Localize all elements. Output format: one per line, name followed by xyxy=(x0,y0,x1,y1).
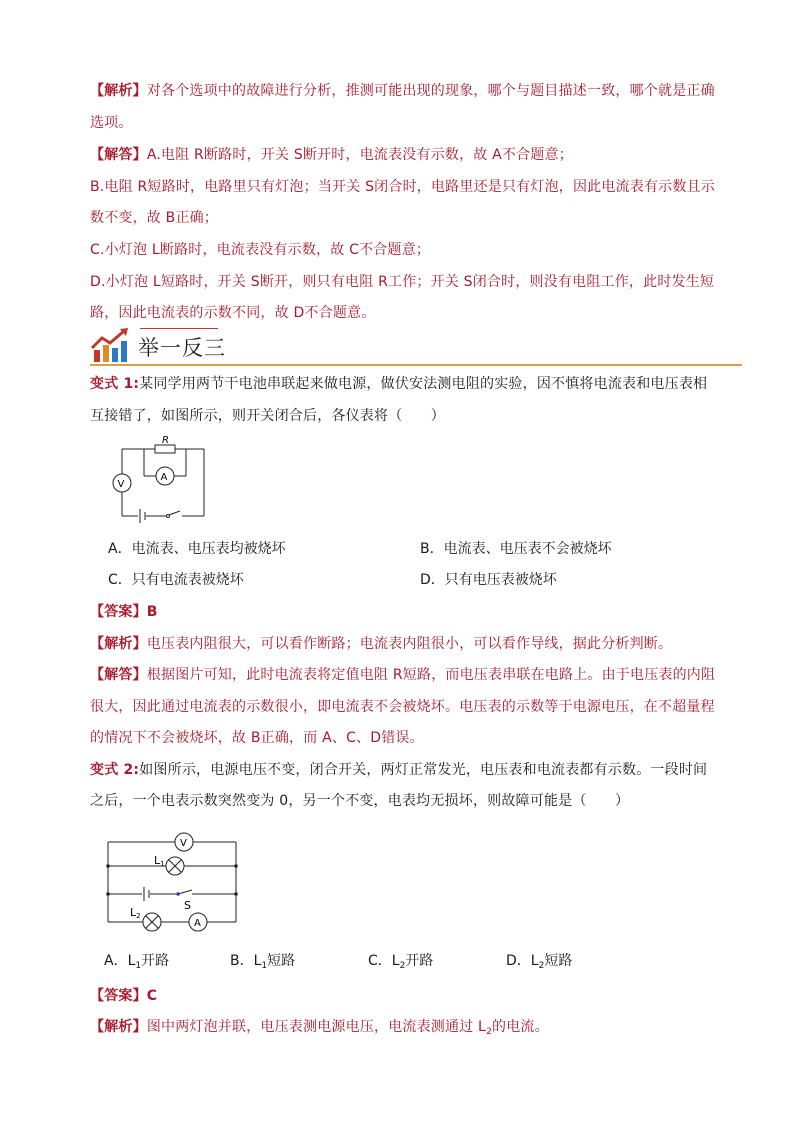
q1-voltmeter-label: V xyxy=(117,479,125,490)
solution-option-c: C.小灯泡 L断路时，电流表没有示数，故 C不合题意； xyxy=(90,242,431,258)
analysis-line-1: 【解析】对各个选项中的故障进行分析，推测可能出现的现象，哪个与题目描述一致，哪个就是正确 xyxy=(90,83,715,99)
q1-option-a: A．电流表、电压表均被烧坏 xyxy=(108,541,286,557)
solution-option-d-line-2: 路，因此电流表的示数不同，故 D不合题意。 xyxy=(90,305,376,321)
solution-option-a: 【解答】A.电阻 R断路时，开关 S断开时，电流表没有示数，故 A不合题意； xyxy=(90,147,573,163)
q1-answer: 【答案】B xyxy=(90,604,158,620)
q2-analysis: 【解析】图中两灯泡并联，电压表测电源电压，电流表测通过 $L_2$的电流。 xyxy=(90,1019,549,1037)
growth-chart-icon xyxy=(90,328,134,364)
q1-analysis: 【解析】电压表内阻很大，可以看作断路；电流表内阻很小，可以看作导线，据此分析判断。 xyxy=(90,636,673,652)
q2-option-c: C．$L_2$开路 xyxy=(368,953,434,971)
q1-stem-line-2: 互接错了，如图所示，则开关闭合后，各仪表将（ ） xyxy=(90,408,445,424)
q2-ammeter-label: A xyxy=(194,918,201,929)
q2-answer: 【答案】C xyxy=(90,988,158,1004)
q1-option-d: D．只有电压表被烧坏 xyxy=(420,572,557,588)
q2-option-a: A．$L_1$开路 xyxy=(104,953,170,971)
q2-switch-label: S xyxy=(184,899,191,912)
q1-circuit-diagram xyxy=(104,434,224,524)
q2-circuit-diagram xyxy=(100,820,250,935)
q1-solution-line-3: 的情况下不会被烧坏，故 B正确，而 A、C、D错误。 xyxy=(90,730,424,746)
q2-stem-line-2: 之后，一个电表示数突然变为 0，另一个不变，电表均无损坏，则故障可能是（ ） xyxy=(90,793,630,809)
q1-solution-line-1: 【解答】根据图片可知，此时电流表将定值电阻 R短路，而电压表串联在电路上。由于电压表的内阻 xyxy=(90,667,716,683)
q1-ammeter-label: A xyxy=(160,472,168,483)
banner-rule xyxy=(90,364,742,366)
solution-option-b-line-1: B.电阻 R短路时，电路里只有灯泡；当开关 S闭合时，电路里还是只有灯泡，因此电流表有示数且示 xyxy=(90,179,715,195)
analysis-line-2: 选项。 xyxy=(90,115,133,131)
q2-option-b: B．$L_1$短路 xyxy=(230,953,296,971)
section-banner xyxy=(90,326,742,366)
q2-lamp2-label: L2 xyxy=(130,906,141,920)
solution-option-b-line-2: 数不变，故 B正确； xyxy=(90,210,219,226)
q2-option-d: D．$L_2$短路 xyxy=(506,953,573,971)
banner-top-rule xyxy=(140,328,218,329)
q1-resistor-label: R xyxy=(162,435,169,446)
q2-lamp1-label: L1 xyxy=(154,854,165,868)
q1-option-c: C．只有电流表被烧坏 xyxy=(108,572,244,588)
q2-voltmeter-label: V xyxy=(180,838,187,849)
q2-stem-line-1: 变式 2:如图所示，电源电压不变，闭合开关，两灯正常发光，电压表和电流表都有示数。一段时间 xyxy=(90,762,708,778)
q1-option-b: B．电流表、电压表不会被烧坏 xyxy=(420,541,612,557)
q1-stem-line-1: 变式 1:某同学用两节干电池串联起来做电源，做伏安法测电阻的实验，因不慎将电流表和电压表相 xyxy=(90,376,708,392)
banner-title: 举一反三 xyxy=(138,336,226,360)
solution-option-d-line-1: D.小灯泡 L短路时，开关 S断开，则只有电阻 R工作；开关 S闭合时，则没有电阻工作，此时发生短 xyxy=(90,274,715,290)
q1-solution-line-2: 很大，因此通过电流表的示数很小，即电流表不会被烧坏。电压表的示数等于电源电压，在不超量程 xyxy=(90,699,715,715)
